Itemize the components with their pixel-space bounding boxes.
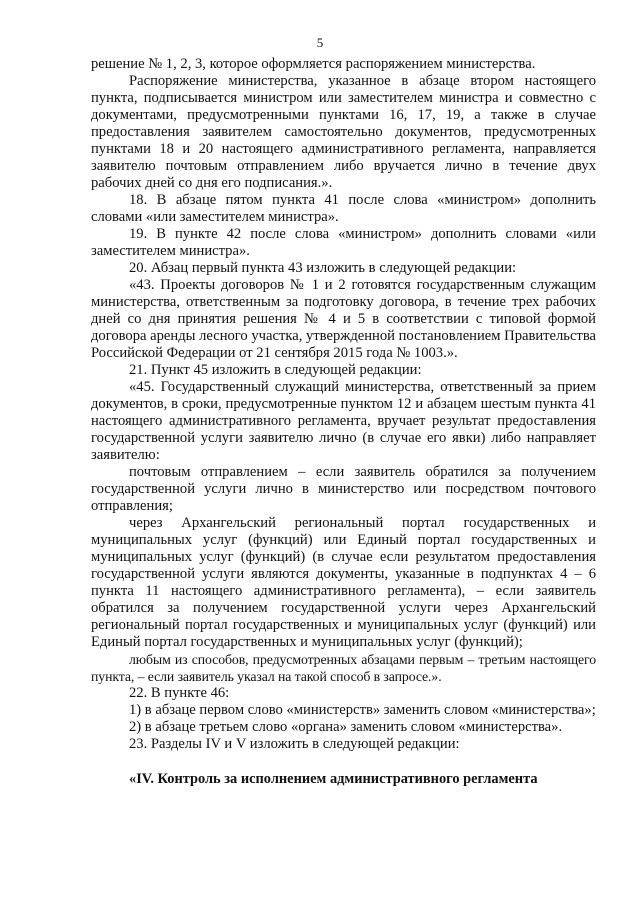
paragraph-9: почтовым отправлением – если заявитель обратился за получением государственной услуги лично в министерство или посредством почтового отправления; <box>91 464 596 514</box>
section-heading: «IV. Контроль за исполнением административного регламента <box>129 771 538 787</box>
paragraph-14: 2) в абзаце третьем слово «органа» заменить словом «министерства». <box>129 719 563 735</box>
paragraph-15: 23. Разделы IV и V изложить в следующей редакции: <box>129 736 460 752</box>
paragraph-11: любым из способов, предусмотренных абзацами первым – третьим настоящего пункта, – если заявитель указал на такой способ в запросе.». <box>91 652 596 684</box>
document-body <box>91 56 596 788</box>
paragraph-3: 18. В абзаце пятом пункта 41 после слова «министром» дополнить словами «или заместителем министра». <box>91 192 596 225</box>
page-number: 5 <box>316 35 324 50</box>
paragraph-7: 21. Пункт 45 изложить в следующей редакции: <box>129 362 422 378</box>
paragraph-13: 1) в абзаце первом слово «министерств» заменить словом «министерства»; <box>129 702 596 718</box>
paragraph-8: «45. Государственный служащий министерства, ответственный за прием документов, в сроки, предусмотренные пунктом 12 и абзацем шестым пункта 41 настоящего административного регламента, вручает результат предоставления государственной услуги заявителю лично (в случае его явки) либо направляет заявителю: <box>91 379 596 463</box>
paragraph-6: «43. Проекты договоров № 1 и 2 готовятся государственным служащим министерства, ответственным за подготовку договора, в течение трех рабочих дней со дня принятия решения № 4 и 5 в соответствии с типовой формой договора аренды лесного участка, утвержденной постановлением Правительства Российской Федерации от 21 сентября 2015 года № 1003.». <box>91 277 596 361</box>
paragraph-1: решение № 1, 2, 3, которое оформляется распоряжением министерства. <box>91 56 536 72</box>
paragraph-10: через Архангельский региональный портал государственных и муниципальных услуг (функций) или Единый портал государственных и муниципальных услуг (функций) (в случае если результатом предоставления государственной услуги являются документы, указанные в подпунктах 4 – 6 пункта 11 настоящего административного регламента), – если заявитель обратился за получением государственной услуги через Архангельский региональный портал государственных и муниципальных услуг (функций) или Единый портал государственных и муниципальных услуг (функций); <box>91 515 596 650</box>
paragraph-5: 20. Абзац первый пункта 43 изложить в следующей редакции: <box>129 260 517 276</box>
paragraph-4: 19. В пункте 42 после слова «министром» дополнить словами «или заместителем министра». <box>91 226 596 259</box>
paragraph-12: 22. В пункте 46: <box>129 685 230 701</box>
paragraph-2: Распоряжение министерства, указанное в абзаце втором настоящего пункта, подписывается министром или заместителем министра и совместно с документами, предусмотренными пунктами 16, 17, 19, а также в случае предоставления заявителем самостоятельно документов, предусмотренных пунктами 18 и 20 настоящего административного регламента, направляется заявителю почтовым отправлением либо вручается лично в течение двух рабочих дней со дня его подписания.». <box>91 73 596 191</box>
